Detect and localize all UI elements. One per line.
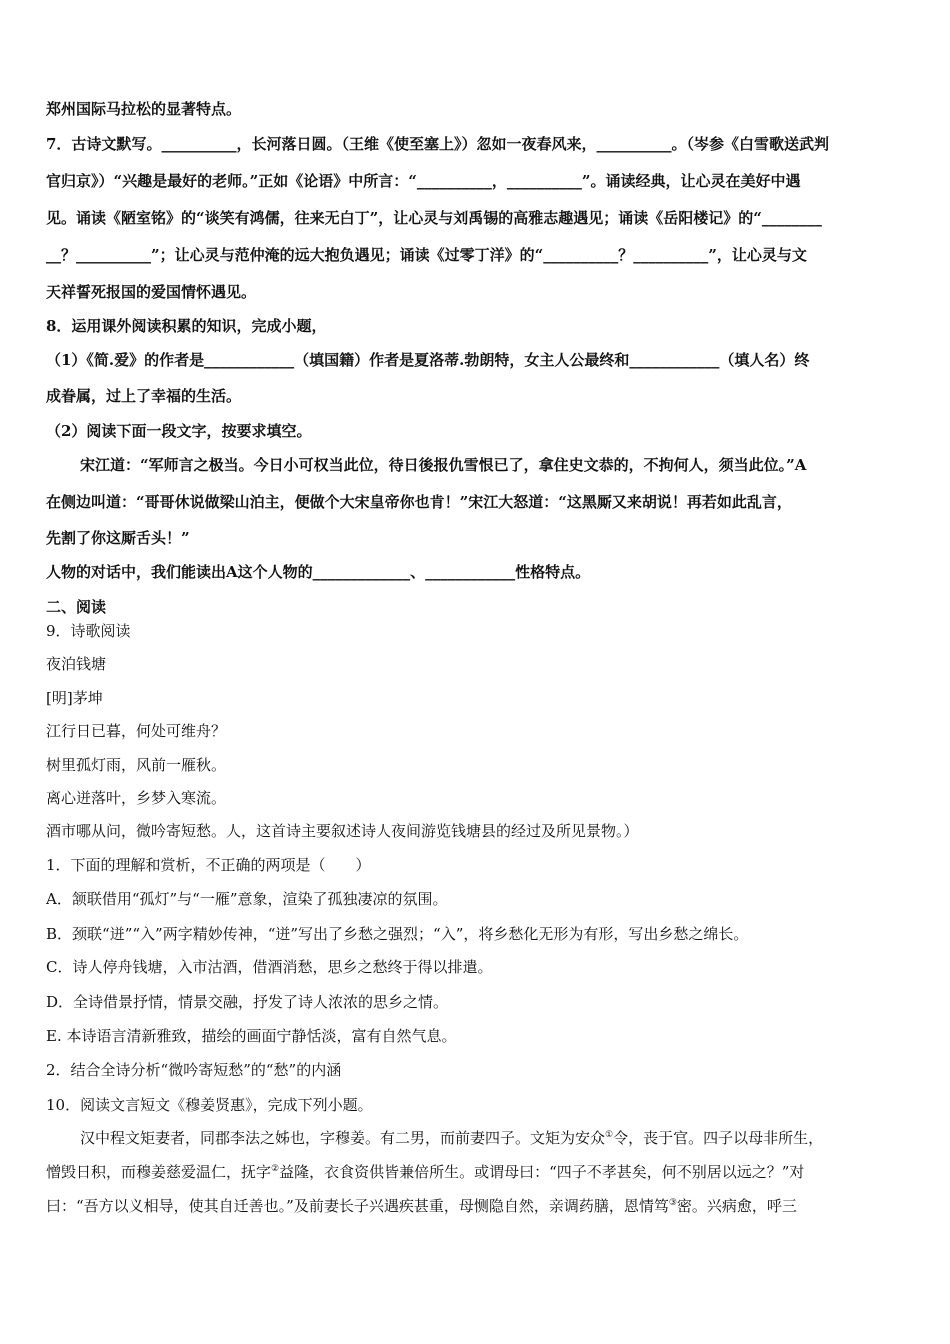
text-line: 见。诵读《陋室铭》的“谈笑有鸿儒，往来无白丁”，让心灵与刘禹锡的高雅志趣遇见；诵读《岳阳楼记》的“________ xyxy=(46,209,822,227)
poem-author: [明]茅坤 xyxy=(46,689,103,707)
passage-text: 益隆，衣食资供皆兼倍所生。或谓母曰：“四子不孝甚矣，何不别居以远之？”对 xyxy=(279,1163,805,1181)
subquestion-line: 1．下面的理解和赏析，不正确的两项是（ ） xyxy=(46,856,371,874)
passage-line xyxy=(46,1195,906,1217)
question-10-line: 10．阅读文言短文《穆姜贤惠》，完成下列小题。 xyxy=(46,1096,373,1114)
option-b: B．颈联“迸”“入”两字精妙传神，“迸”写出了乡愁之强烈；“入”，将乡愁化无形为有形，写出乡愁之绵长。 xyxy=(46,925,749,943)
passage-text: 曰：“吾方以义相导，使其自迁善也。”及前妻长子兴遇疾甚重，母恻隐自然，亲调药膳，恩情笃 xyxy=(46,1197,669,1215)
text-line: 人物的对话中，我们能读出A这个人物的_____________、____________性格特点。 xyxy=(46,563,591,581)
question-9-line: 9．诗歌阅读 xyxy=(46,622,131,640)
footnote-mark: ③ xyxy=(668,1198,677,1208)
text-line: （2）阅读下面一段文字，按要求填空。 xyxy=(46,422,312,440)
section-heading: 二、阅读 xyxy=(46,598,107,616)
footnote-mark: ① xyxy=(605,1130,614,1140)
text-line: （1）《简.爱》的作者是____________（填国籍）作者是夏洛蒂.勃朗特，女主人公最终和____________（填人名）终 xyxy=(46,351,810,369)
question-7-line: 7．古诗文默写。__________，长河落日圆。（王维《使至塞上》）忽如一夜春风来，__________。（岑参《白雪歌送武判 xyxy=(46,135,829,153)
passage-line xyxy=(80,1127,940,1149)
option-d: D．全诗借景抒情，情景交融，抒发了诗人浓浓的思乡之情。 xyxy=(46,993,449,1011)
quote-line: 在侧边叫道：“哥哥休说做梁山泊主，便做个大宋皇帝你也肯！”宋江大怒道：“这黑厮又来胡说！再若如此乱言， xyxy=(46,493,792,511)
passage-line xyxy=(46,1161,906,1183)
poem-line: 江行日已暮，何处可维舟？ xyxy=(46,722,227,740)
option-a: A．颔联借用“孤灯”与“一雁”意象，渲染了孤独凄凉的氛围。 xyxy=(46,890,448,908)
passage-text: 密。兴病愈，呼三 xyxy=(676,1197,797,1215)
footnote-mark: ② xyxy=(271,1164,280,1174)
poem-title: 夜泊钱塘 xyxy=(46,655,107,673)
text-line: 成眷属，过上了幸福的生活。 xyxy=(46,387,242,405)
option-e: E. 本诗语言清新雅致，描绘的画面宁静恬淡，富有自然气息。 xyxy=(46,1027,457,1045)
passage-text: 憎毁日积，而穆姜慈爱温仁，抚字 xyxy=(46,1163,272,1181)
passage-text: 汉中程文矩妻者，同郡李法之姊也，字穆姜。有二男，而前妻四子。文矩为安众 xyxy=(80,1129,606,1147)
passage-text: 令，丧于官。四子以母非所生， xyxy=(613,1129,824,1147)
text-line: 郑州国际马拉松的显著特点。 xyxy=(46,100,242,118)
text-line: 天祥誓死报国的爱国情怀遇见。 xyxy=(46,283,257,301)
text-line: __？__________”；让心灵与范仲淹的远大抱负遇见；诵读《过零丁洋》的“__________？__________”，让心灵与文 xyxy=(46,246,807,264)
text-line: 官归京》）“兴趣是最好的老师。”正如《论语》中所言：“__________，__________”。诵读经典，让心灵在美好中遇 xyxy=(46,172,801,190)
question-8-line: 8．运用课外阅读积累的知识，完成小题， xyxy=(46,317,327,335)
poem-line: 树里孤灯雨，风前一雁秋。 xyxy=(46,756,227,774)
quote-line: 宋江道：“军师言之极当。今日小可权当此位，待日後报仇雪恨已了，拿住史文恭的，不拘何人，须当此位。”A xyxy=(80,456,807,474)
subquestion-line: 2．结合全诗分析“微吟寄短愁”的“愁”的内涵 xyxy=(46,1061,342,1079)
poem-line: 酒市哪从问，微吟寄短愁。人，这首诗主要叙述诗人夜间游览钱塘县的经过及所见景物。） xyxy=(46,822,639,840)
quote-line: 先割了你这厮舌头！” xyxy=(46,529,190,547)
option-c: C．诗人停舟钱塘，入市沽酒，借酒消愁，思乡之愁终于得以排遣。 xyxy=(46,958,493,976)
poem-line: 离心迸落叶，乡梦入寒流。 xyxy=(46,789,227,807)
